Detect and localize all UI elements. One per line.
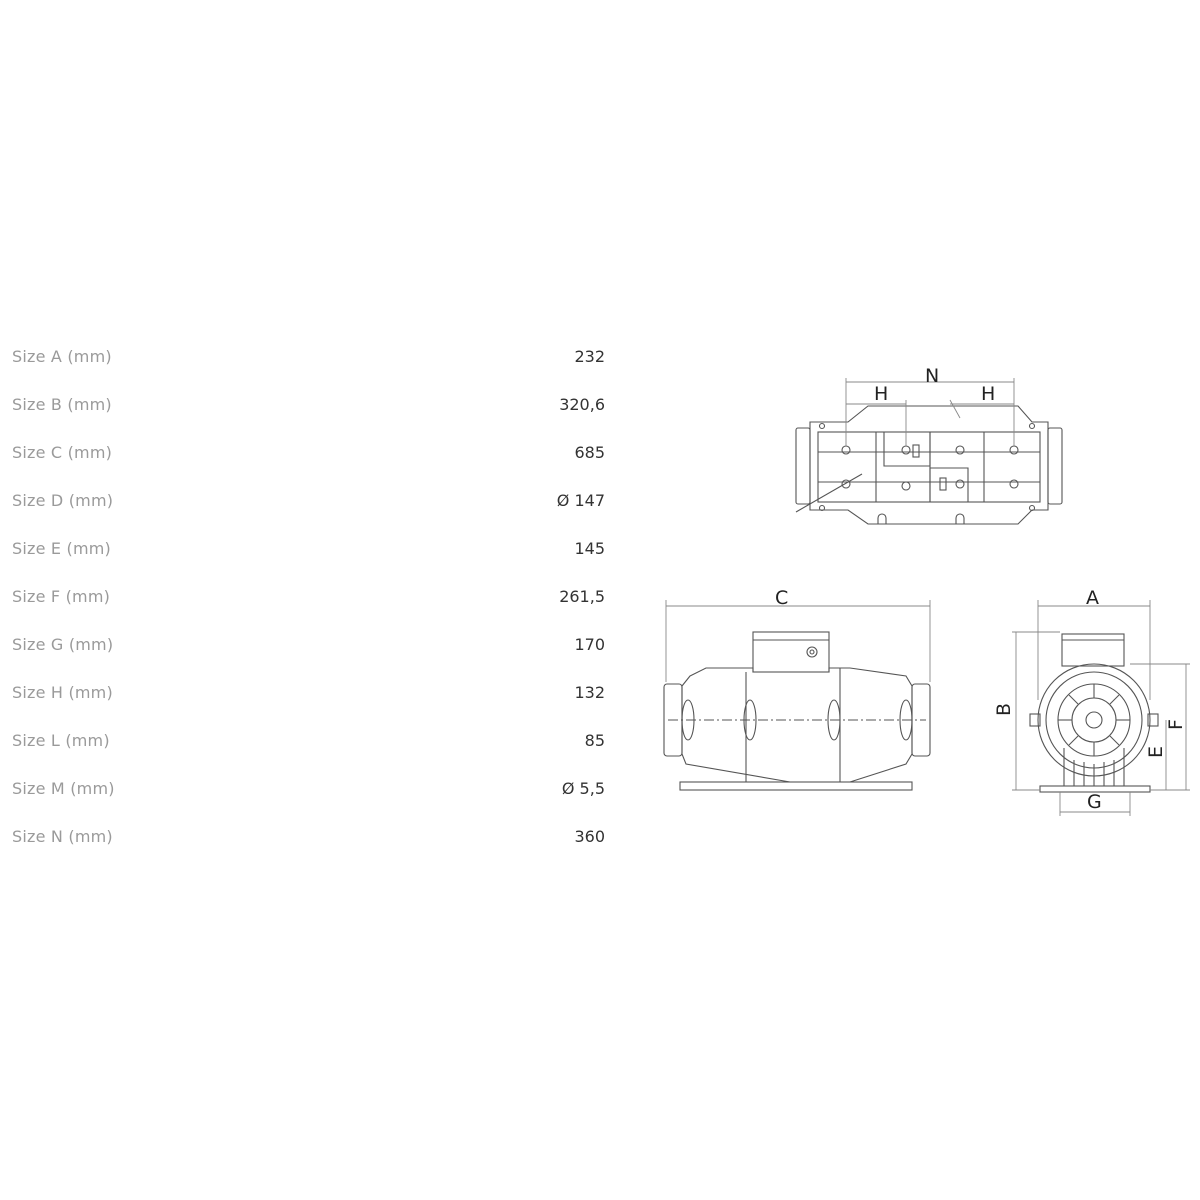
dimension-f-label: F [1165,719,1187,730]
spec-label: Size H (mm) [12,683,113,702]
spec-value: 170 [574,635,605,654]
side-view-dimensions [666,600,930,682]
spec-value: 320,6 [559,395,605,414]
spec-label: Size A (mm) [12,347,112,366]
spec-row-m [0,767,620,815]
front-view-dimensions [1012,600,1190,816]
dimension-b-label: B [993,702,1015,716]
spec-label: Size F (mm) [12,587,111,606]
dimension-n-label: N [925,365,940,387]
spec-value: 360 [574,827,605,846]
spec-label: Size M (mm) [12,779,115,798]
side-view [664,632,930,790]
front-view [1030,634,1158,792]
dimension-g-label: G [1087,791,1102,813]
spec-value: 261,5 [559,587,605,606]
spec-row-e [0,527,620,575]
spec-row-g [0,623,620,671]
dimension-e-label: E [1145,745,1167,758]
spec-row-l [0,719,620,767]
spec-row-h [0,671,620,719]
spec-value: Ø 147 [556,491,605,510]
dimension-h-label-left: H [874,383,889,405]
spec-table [0,335,620,863]
spec-row-c [0,431,620,479]
spec-row-n [0,815,620,863]
dimension-h-label-right: H [981,383,996,405]
spec-row-b [0,383,620,431]
spec-value: 132 [574,683,605,702]
top-view [796,406,1062,524]
spec-value: 145 [574,539,605,558]
spec-label: Size G (mm) [12,635,114,654]
spec-value: Ø 5,5 [561,779,605,798]
spec-label: Size E (mm) [12,539,111,558]
spec-label: Size C (mm) [12,443,113,462]
spec-value: 85 [584,731,605,750]
spec-value: 685 [574,443,605,462]
spec-label: Size L (mm) [12,731,110,750]
spec-value: 232 [574,347,605,366]
spec-row-d [0,479,620,527]
technical-drawing [640,340,1187,840]
spec-row-f [0,575,620,623]
dimension-c-label: C [775,587,789,609]
spec-label: Size N (mm) [12,827,113,846]
spec-row-a [0,335,620,383]
spec-label: Size D (mm) [12,491,114,510]
dimension-a-label: A [1086,587,1099,609]
spec-label: Size B (mm) [12,395,112,414]
